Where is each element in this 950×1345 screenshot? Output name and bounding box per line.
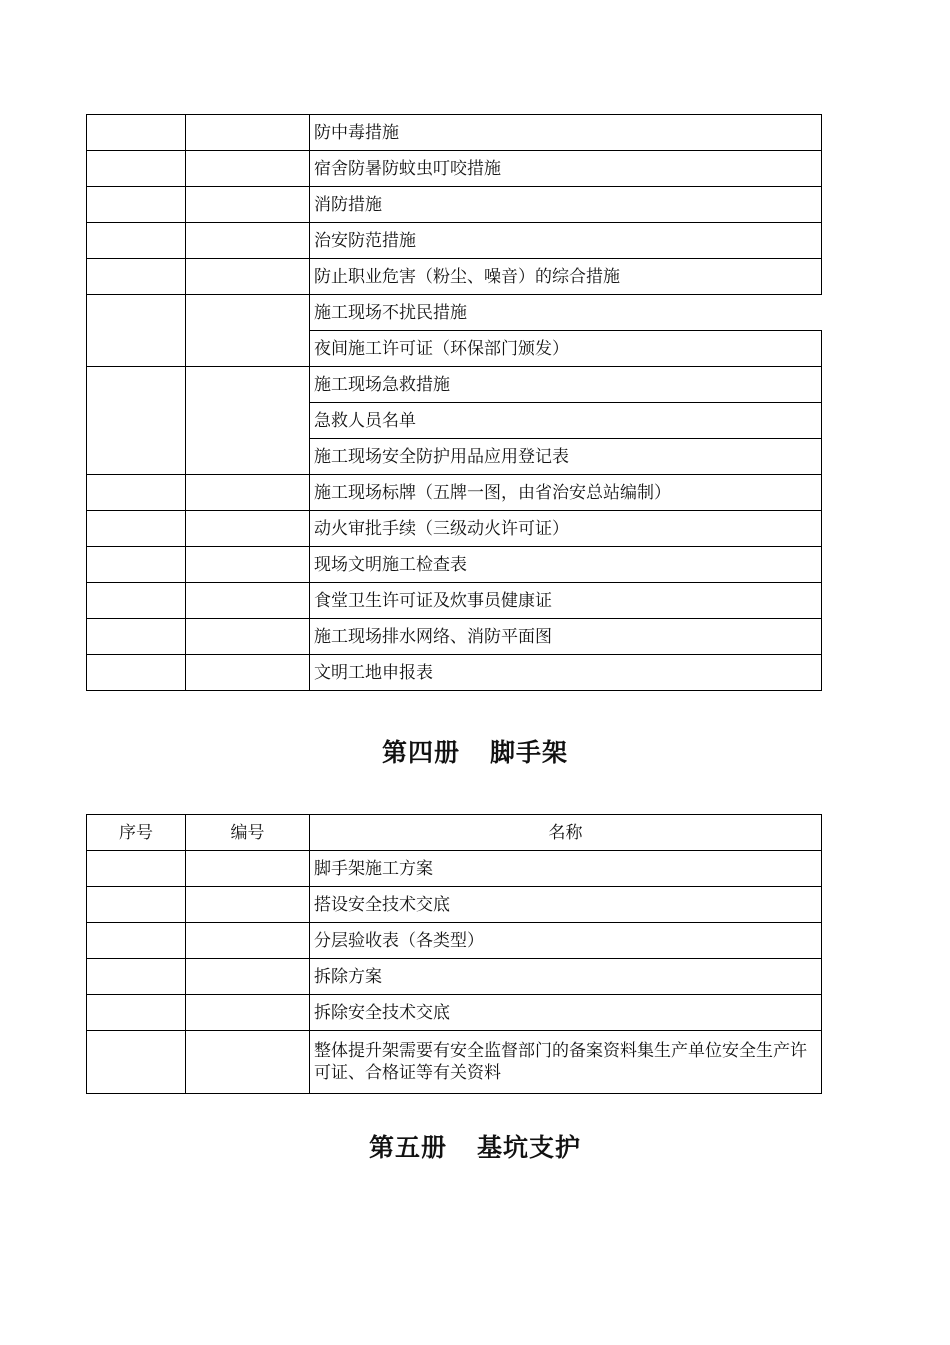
table-row: [87, 547, 822, 583]
table-row: [87, 367, 822, 403]
serial-cell: [87, 923, 186, 959]
code-cell: [186, 619, 310, 655]
table-row: [87, 887, 822, 923]
code-cell: [186, 511, 310, 547]
code-cell: [186, 995, 310, 1031]
code-cell: [186, 295, 310, 367]
table-row: [87, 187, 822, 223]
item-name: 现场文明施工检查表: [310, 547, 822, 583]
table-row: [87, 295, 822, 331]
item-name: 防止职业危害（粉尘、噪音）的综合措施: [310, 259, 822, 295]
item-name: 食堂卫生许可证及炊事员健康证: [310, 583, 822, 619]
item-name: 施工现场标牌（五牌一图，由省治安总站编制）: [310, 475, 822, 511]
measures-table: [86, 114, 822, 691]
item-name: 整体提升架需要有安全监督部门的备案资料集生产单位安全生产许可证、合格证等有关资料: [310, 1031, 822, 1094]
serial-cell: [87, 187, 186, 223]
table-row: [87, 1031, 822, 1094]
code-cell: [186, 923, 310, 959]
table-row: [87, 511, 822, 547]
serial-cell: [87, 851, 186, 887]
serial-cell: [87, 1031, 186, 1094]
item-name: 宿舍防暑防蚊虫叮咬措施: [310, 151, 822, 187]
code-cell: [186, 547, 310, 583]
serial-cell: [87, 583, 186, 619]
code-cell: [186, 851, 310, 887]
table-row: [87, 583, 822, 619]
table-row: [87, 923, 822, 959]
item-name: 施工现场不扰民措施: [310, 295, 822, 331]
table-header-row: [87, 815, 822, 851]
table-row: [87, 995, 822, 1031]
code-cell: [186, 367, 310, 475]
table-row: [87, 223, 822, 259]
item-name: 施工现场排水网络、消防平面图: [310, 619, 822, 655]
section-title-5: [0, 1128, 950, 1164]
item-name: 搭设安全技术交底: [310, 887, 822, 923]
serial-cell: [87, 295, 186, 367]
section-title-4: [0, 733, 950, 769]
serial-cell: [87, 511, 186, 547]
serial-cell: [87, 151, 186, 187]
table-row: [87, 959, 822, 995]
item-name: 夜间施工许可证（环保部门颁发）: [310, 331, 822, 367]
item-name: 脚手架施工方案: [310, 851, 822, 887]
table-row: [87, 151, 822, 187]
serial-cell: [87, 887, 186, 923]
code-cell: [186, 259, 310, 295]
item-name: 消防措施: [310, 187, 822, 223]
item-name: 治安防范措施: [310, 223, 822, 259]
section-number: 第五册: [368, 1133, 447, 1162]
table-row: [87, 475, 822, 511]
code-cell: [186, 475, 310, 511]
table-row: [87, 115, 822, 151]
item-name: 急救人员名单: [310, 403, 822, 439]
serial-cell: [87, 655, 186, 691]
item-name: 文明工地申报表: [310, 655, 822, 691]
header-name: 名称: [310, 815, 822, 851]
item-name: 分层验收表（各类型）: [310, 923, 822, 959]
code-cell: [186, 1031, 310, 1094]
serial-cell: [87, 115, 186, 151]
table-row: [87, 259, 822, 295]
table-row: [87, 619, 822, 655]
section-name: 基坑支护: [477, 1133, 582, 1162]
code-cell: [186, 115, 310, 151]
item-name: 防中毒措施: [310, 115, 822, 151]
serial-cell: [87, 259, 186, 295]
section-number: 第四册: [381, 738, 460, 767]
code-cell: [186, 151, 310, 187]
code-cell: [186, 223, 310, 259]
code-cell: [186, 887, 310, 923]
item-name: 拆除安全技术交底: [310, 995, 822, 1031]
item-name: 拆除方案: [310, 959, 822, 995]
code-cell: [186, 583, 310, 619]
code-cell: [186, 187, 310, 223]
code-cell: [186, 959, 310, 995]
serial-cell: [87, 475, 186, 511]
serial-cell: [87, 223, 186, 259]
scaffold-table: [86, 814, 822, 1094]
serial-cell: [87, 959, 186, 995]
serial-cell: [87, 367, 186, 475]
header-serial: 序号: [87, 815, 186, 851]
item-name: 施工现场安全防护用品应用登记表: [310, 439, 822, 475]
header-code: 编号: [186, 815, 310, 851]
serial-cell: [87, 547, 186, 583]
serial-cell: [87, 619, 186, 655]
section-name: 脚手架: [490, 738, 569, 767]
item-name: 施工现场急救措施: [310, 367, 822, 403]
serial-cell: [87, 995, 186, 1031]
item-name: 动火审批手续（三级动火许可证）: [310, 511, 822, 547]
code-cell: [186, 655, 310, 691]
table-row: [87, 655, 822, 691]
table-row: [87, 851, 822, 887]
